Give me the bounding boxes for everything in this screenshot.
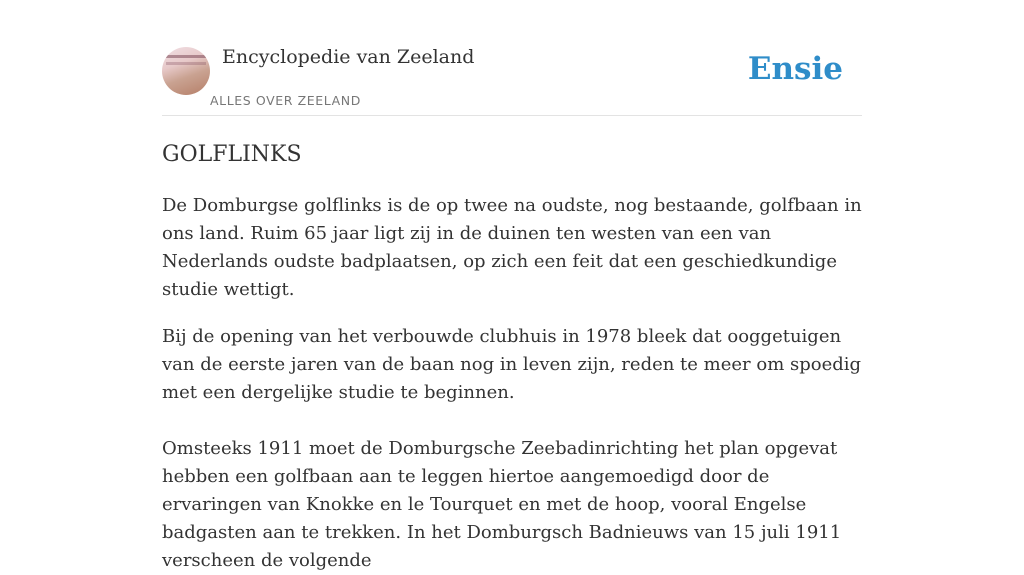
site-avatar[interactable] bbox=[162, 47, 210, 95]
ensie-logo-link[interactable]: Ensie bbox=[747, 51, 843, 87]
article-paragraph: Omsteeks 1911 moet de Domburgsche Zeebadinrichting het plan opgevat hebben een golfbaan aan te leggen hiertoe aangemoedigd door de ervaringen van Knokke en le Tourquet en met de hoop, vooral Engelse badgasten aan te trekken. In het Domburgsch Badnieuws van 15 juli 1911 verscheen de volgende bbox=[162, 438, 842, 571]
article-title: GOLFLINKS bbox=[162, 142, 302, 167]
site-tagline: ALLES OVER ZEELAND bbox=[210, 93, 361, 108]
article-paragraph: Bij de opening van het verbouwde clubhuis in 1978 bleek dat ooggetuigen van de eerste jaren van de baan nog in leven zijn, reden te meer om spoedig met een dergelijke studie te beginnen. bbox=[162, 326, 862, 403]
article bbox=[162, 140, 866, 575]
article-paragraph: De Domburgse golflinks is de op twee na oudste, nog bestaande, golfbaan in ons land. Ruim 65 jaar ligt zij in de duinen ten westen van een van Nederlands oudste badplaatsen, op zich een feit dat een geschiedkundige studie wettigt. bbox=[162, 195, 862, 300]
site-title-link[interactable]: Encyclopedie van Zeeland bbox=[222, 46, 475, 68]
site-header bbox=[162, 44, 862, 116]
